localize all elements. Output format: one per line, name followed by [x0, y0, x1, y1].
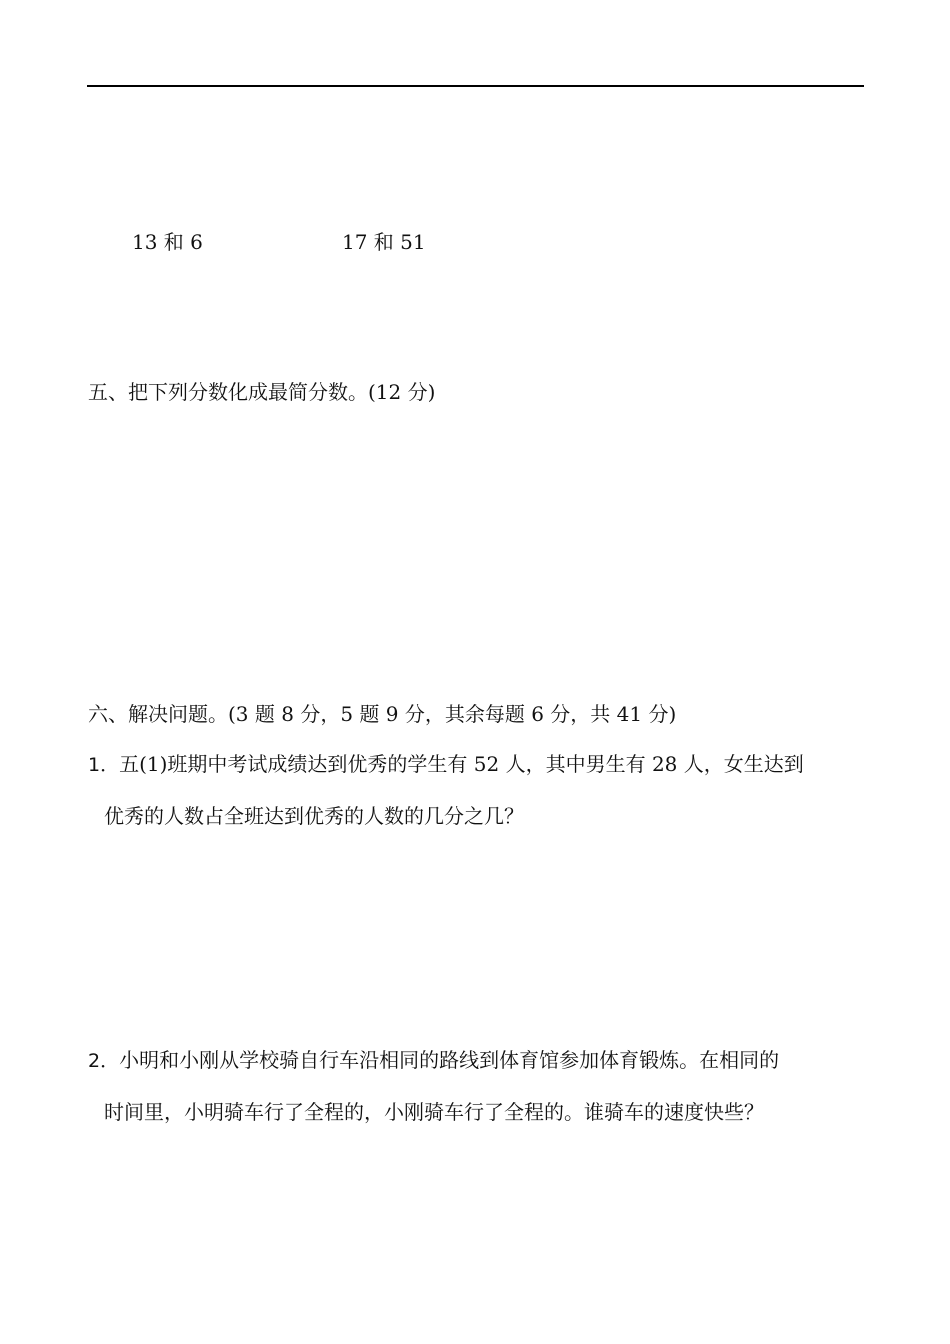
header-rule: [87, 85, 864, 87]
question-2-number: 2．: [88, 1050, 120, 1072]
section-5-title: 五、把下列分数化成最简分数。(12 分): [88, 380, 436, 404]
number-pair-13-6: 13 和 6: [132, 230, 203, 254]
question-2-line-1: [88, 1046, 779, 1075]
question-2-text-line-2: 时间里，小明骑车行了全程的，小刚骑车行了全程的。谁骑车的速度快些？: [104, 1100, 764, 1124]
question-1-text-line-2: 优秀的人数占全班达到优秀的人数的几分之几？: [104, 804, 524, 828]
section-6-title: 六、解决问题。(3 题 8 分，5 题 9 分，其余每题 6 分，共 41 分): [88, 702, 677, 726]
number-pair-17-51: 17 和 51: [342, 230, 426, 254]
question-1-line-1: [88, 750, 804, 779]
question-1-number: 1．: [88, 754, 120, 776]
question-1-text-line-1: 五(1)班期中考试成绩达到优秀的学生有 52 人，其中男生有 28 人，女生达到: [119, 752, 804, 776]
question-2-text-line-1: 小明和小刚从学校骑自行车沿相同的路线到体育馆参加体育锻炼。在相同的: [119, 1048, 780, 1072]
